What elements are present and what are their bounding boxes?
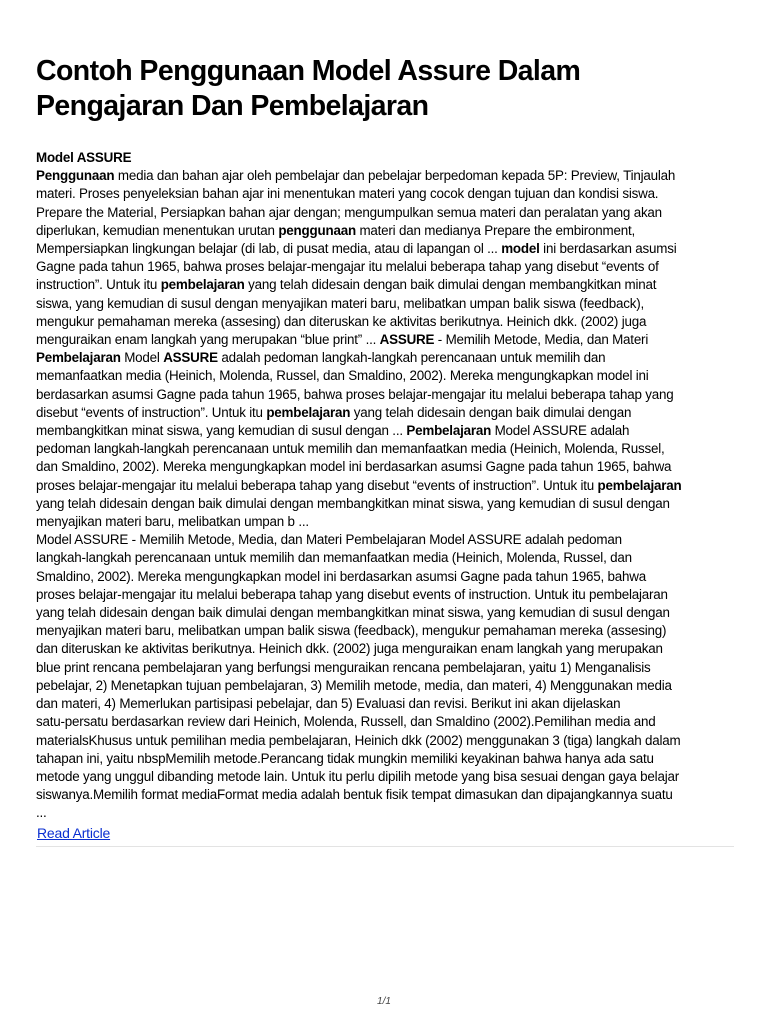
page-number: 1/1 [377, 996, 391, 1007]
article-body-paragraph: Model ASSURE - Memilih Metode, Media, dan Materi Pembelajaran Model ASSURE adalah pedoman langkah-langkah perencanaan untuk memilih dan memanfaatkan media (Heinich, Molenda, Russel, dan Smaldino, 2002). Mereka mengungkapkan model ini berdasarkan asumsi Gagne pada tahun 1965, bahwa proses belajar-mengajar itu melalui beberapa tahap yang disebut events of instruction. Untuk itu pembelajaran yang telah didesain dengan baik dimulai dengan membangkitkan minat siswa, yang kemudian di susul dengan menyajikan materi baru, melibatkan umpan balik siswa (feedback), mengukur pemahaman mereka (assesing) dan diteruskan ke aktivitas berikutnya. Heinich dkk. (2002) juga menguraikan enam langkah yang merupakan blue print rencana pembelajaran yang berfungsi menguraikan rencana pembelajaran, yaitu 1) Menganalisis pebelajar, 2) Menetapkan tujuan pembelajaran, 3) Memilih metode, media, dan materi, 4) Menggunakan media dan materi, 4) Memerlukan partisipasi pebelajar, dan 5) Evaluasi dan revisi. Berikut ini akan dijelaskan satu-persatu berdasarkan review dari Heinich, Molenda, Russell, dan Smaldino (2002).Pemilihan media and materialsKhusus untuk pemilihan media pembelajaran, Heinich dkk (2002) menggunakan 3 (tiga) langkah dalam tahapan ini, yaitu nbspMemilih metode.Perancang tidak mungkin memiliki keyakinan bahwa hanya ada satu metode yang unggul dibanding metode lain. Untuk itu perlu dipilih metode yang bisa sesuai dengan gaya belajar siswanya.Memilih format mediaFormat media adalah bentuk fisik tempat dimasukan dan dipajangkannya suatu ... [36, 532, 681, 821]
highlighted-term: pembelajaran [266, 404, 351, 420]
highlighted-term: Penggunaan [36, 168, 115, 184]
snippet-text: media dan bahan ajar oleh pembelajar dan pebelajar berpedoman kepada 5P: Preview, Tinjaulah materi. Proses penyeleksian bahan ajar ini menentukan materi yang cocok dengan tujuan dan kondisi siswa. Prepare the Material, Persiapkan bahan ajar dengan; mengumpulkan semua materi dan peralatan yang akan diperlukan, kemudian menentukan urutan [36, 168, 676, 238]
snippet-text: yang telah didesain dengan baik dimulai dengan membangkitkan minat siswa, yang kemudian di susul dengan menyajikan materi baru, melibatkan umpan b ... [36, 495, 670, 530]
read-article-link[interactable]: Read Article [37, 824, 111, 841]
highlighted-term: pembelajaran [597, 477, 682, 493]
highlighted-term: ASSURE [379, 332, 435, 348]
highlighted-term: Pembelajaran [406, 423, 492, 439]
page-title-line-2: Pengajaran Dan Pembelajaran [36, 90, 429, 122]
snippet-text: Model [120, 350, 164, 366]
highlighted-term: pembelajaran [160, 277, 245, 293]
highlighted-term: model [501, 241, 540, 257]
snippet-text: - Memilih Metode, Media, dan Materi [437, 332, 649, 348]
search-snippet-paragraph [36, 167, 736, 531]
snippet-text: adalah pedoman langkah-langkah perencanaan untuk memilih dan memanfaatkan media (Heinich, Molenda, Russel, dan Smaldino, 2002). Mereka mengungkapkan model ini berdasarkan asumsi Gagne pada tahun 1965, bahwa proses belajar-mengajar itu melalui beberapa tahap yang disebut “events of instruction”. Untuk itu [36, 350, 674, 420]
snippet-text: ini berdasarkan asumsi Gagne pada tahun 1965, bahwa proses belajar-mengajar itu melalui beberapa tahap yang disebut “events of instruction”. Untuk itu [36, 241, 677, 293]
snippet-text: Model ASSURE adalah pedoman langkah-langkah perencanaan untuk memilih dan memanfaatkan media (Heinich, Molenda, Russel, dan Smaldino, 2002). Mereka mengungkapkan model ini berdasarkan asumsi Gagne pada tahun 1965, bahwa proses belajar-mengajar itu melalui beberapa tahap yang disebut “events of instruction”. Untuk itu [36, 423, 672, 493]
divider-line [36, 846, 734, 847]
highlighted-term: penggunaan [278, 222, 356, 238]
document-page [36, 0, 736, 843]
snippet-text: materi dan medianya Prepare the embironment, Mempersiapkan lingkungan belajar (di lab, di pusat media, atau di lapangan ol ... [36, 222, 635, 257]
highlighted-term: Pembelajaran [36, 350, 121, 366]
section-heading: Model ASSURE [36, 150, 132, 165]
snippet-text: yang telah didesain dengan baik dimulai dengan membangkitkan minat siswa, yang kemudian di susul dengan menyajikan materi baru, melibatkan umpan balik siswa (feedback), mengukur pemahaman mereka (assesing) dan diteruskan ke aktivitas berikutnya. Heinich dkk. (2002) juga menguraikan enam langkah yang merupakan “blue print” ... [36, 277, 657, 348]
page-title-line-1: Contoh Penggunaan Model Assure Dalam [36, 55, 581, 87]
snippet-text: yang telah didesain dengan baik dimulai dengan membangkitkan minat siswa, yang kemudian di susul dengan ... [36, 404, 632, 439]
page-title [36, 0, 736, 124]
highlighted-term: ASSURE [163, 350, 218, 366]
